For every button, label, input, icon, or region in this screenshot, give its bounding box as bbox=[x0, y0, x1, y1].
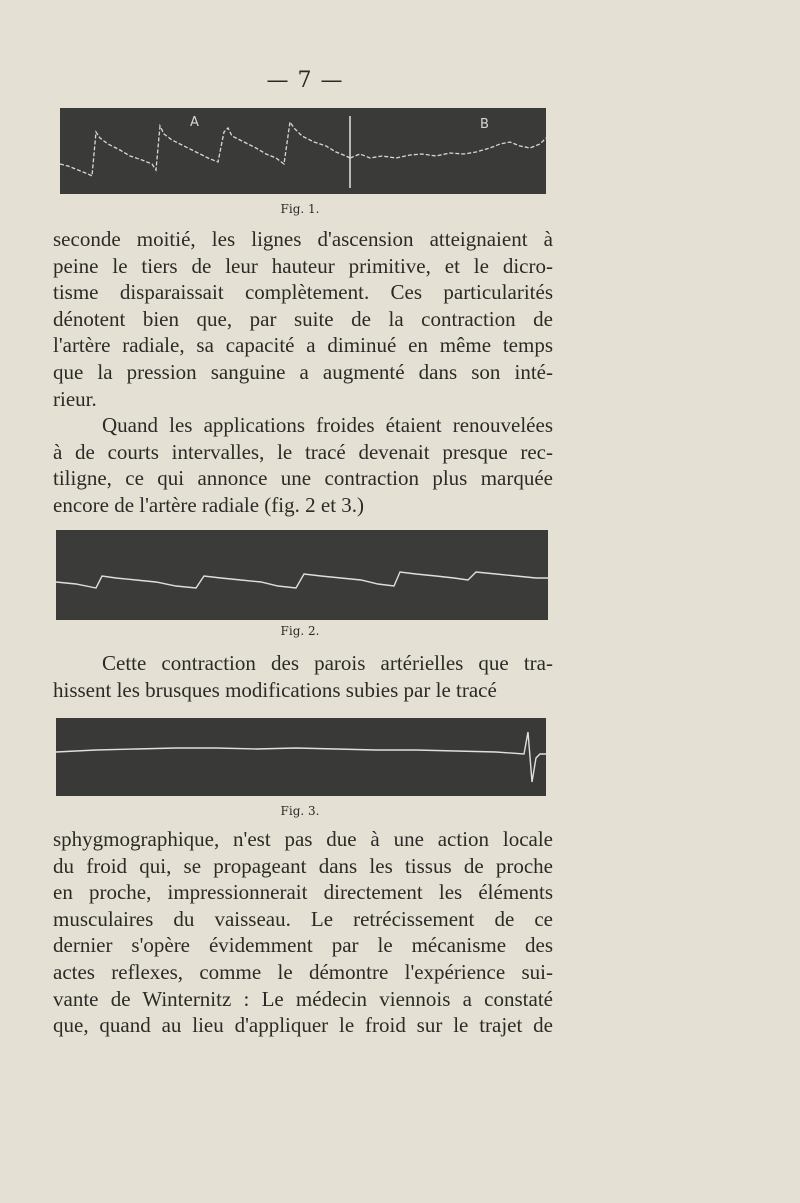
paragraph-1 bbox=[53, 226, 553, 412]
text-line: sphygmographique, n'est pas due à une action locale bbox=[53, 827, 553, 851]
figure-1-label-b: B bbox=[480, 117, 489, 132]
text-line: rieur. bbox=[53, 386, 97, 411]
text-line: l'artère radiale, sa capacité a diminué en même temps bbox=[53, 333, 553, 358]
text-line: peine le tiers de leur hauteur primitive, et le dicro- bbox=[53, 253, 553, 278]
text-line: Cette contraction des parois artérielles que tra- bbox=[102, 651, 553, 675]
text-line: musculaires du vaisseau. Le retrécissement de ce bbox=[53, 906, 553, 931]
text-line: dernier s'opère évidemment par le mécanisme des bbox=[53, 933, 553, 958]
text-line: actes reflexes, comme le démontre l'expérience sui- bbox=[53, 959, 553, 984]
figure-1-caption: Fig. 1. bbox=[280, 202, 320, 216]
text-line: en proche, impressionnerait directement les éléments bbox=[53, 880, 553, 905]
figure-1-tracing bbox=[60, 108, 546, 194]
text-line: tisme disparaissait complètement. Ces particularités bbox=[53, 280, 553, 305]
figure-2-tracing bbox=[56, 530, 548, 620]
text-line: du froid qui, se propageant dans les tissus de proche bbox=[53, 853, 553, 878]
text-line: encore de l'artère radiale (fig. 2 et 3.) bbox=[53, 492, 365, 517]
figure-2-caption: Fig. 2. bbox=[280, 624, 320, 638]
text-line: que, quand au lieu d'appliquer le froid sur le trajet de bbox=[53, 1013, 553, 1038]
text-line: hissent les brusques modifications subies par le tracé bbox=[53, 677, 497, 702]
paragraph-2 bbox=[53, 412, 553, 518]
text-line: tiligne, ce qui annonce une contraction plus marquée bbox=[53, 466, 553, 491]
text-line: Quand les applications froides étaient renouvelées bbox=[102, 413, 553, 437]
paragraph-3 bbox=[53, 650, 553, 703]
page-number: — 7 — bbox=[266, 68, 344, 93]
text-line: seconde moitié, les lignes d'ascension atteignaient à bbox=[53, 227, 553, 251]
figure-1-label-a: A bbox=[190, 115, 199, 130]
text-line: dénotent bien que, par suite de la contraction de bbox=[53, 306, 553, 331]
text-line: vante de Winternitz : Le médecin viennois a constaté bbox=[53, 986, 553, 1011]
paragraph-4 bbox=[53, 826, 553, 1039]
figure-3-caption: Fig. 3. bbox=[280, 804, 320, 818]
text-line: que la pression sanguine a augmenté dans son inté- bbox=[53, 359, 553, 384]
text-line: à de courts intervalles, le tracé devenait presque rec- bbox=[53, 439, 553, 464]
figure-3-tracing bbox=[56, 718, 546, 796]
